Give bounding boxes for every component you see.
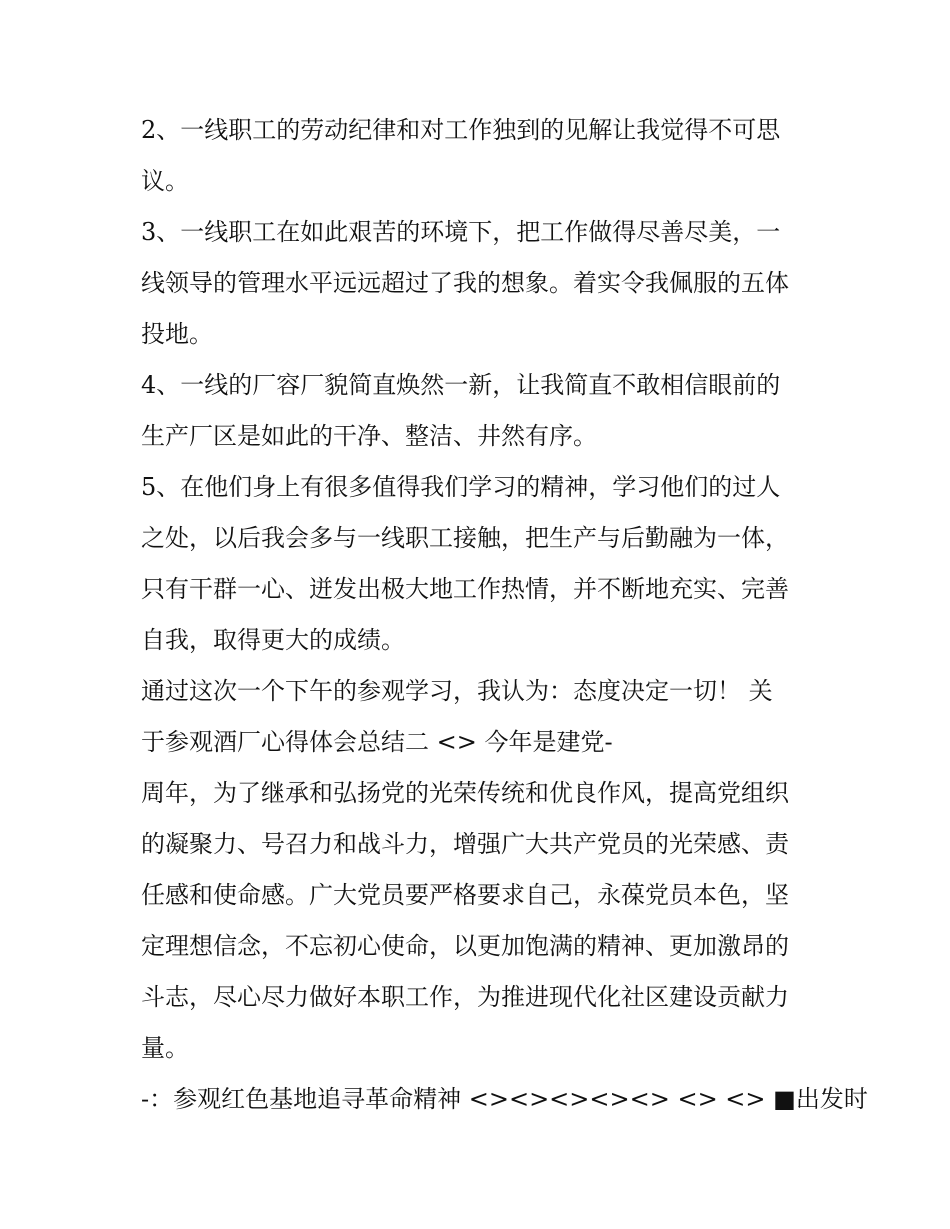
text-line: 投地。: [141, 320, 213, 348]
text-line: 5、在他们身上有很多值得我们学习的精神，学习他们的过人: [141, 473, 781, 501]
text-line: 议。: [141, 167, 189, 195]
text-line: 周年，为了继承和弘扬党的光荣传统和优良作风，提高党组织: [141, 779, 789, 807]
text-line: 2、一线职工的劳动纪律和对工作独到的见解让我觉得不可思: [141, 116, 781, 144]
text-line: 之处，以后我会多与一线职工接触，把生产与后勤融为一体，: [141, 524, 789, 552]
document-body: [141, 105, 868, 1125]
text-line: -：参观红色基地追寻革命精神 <><><><><> <> <> ■出发时: [141, 1085, 868, 1113]
text-line: 生产厂区是如此的干净、整洁、井然有序。: [141, 422, 597, 450]
text-line: 任感和使命感。广大党员要严格要求自己，永葆党员本色，坚: [141, 881, 789, 909]
text-line: 4、一线的厂容厂貌简直焕然一新，让我简直不敢相信眼前的: [141, 371, 781, 399]
text-line: 斗志，尽心尽力做好本职工作，为推进现代化社区建设贡献力: [141, 983, 789, 1011]
text-line: 只有干群一心、迸发出极大地工作热情，并不断地充实、完善: [141, 575, 789, 603]
text-line: 的凝聚力、号召力和战斗力，增强广大共产党员的光荣感、责: [141, 830, 789, 858]
text-line: 量。: [141, 1034, 189, 1062]
text-line: 通过这次一个下午的参观学习，我认为：态度决定一切！ 关: [141, 677, 773, 705]
text-line: 3、一线职工在如此艰苦的环境下，把工作做得尽善尽美，一: [141, 218, 781, 246]
text-line: 于参观酒厂心得体会总结二 <> 今年是建党-: [141, 728, 613, 756]
text-line: 线领导的管理水平远远超过了我的想象。着实令我佩服的五体: [141, 269, 789, 297]
text-line: 定理想信念，不忘初心使命，以更加饱满的精神、更加激昂的: [141, 932, 789, 960]
text-line: 自我，取得更大的成绩。: [141, 626, 405, 654]
